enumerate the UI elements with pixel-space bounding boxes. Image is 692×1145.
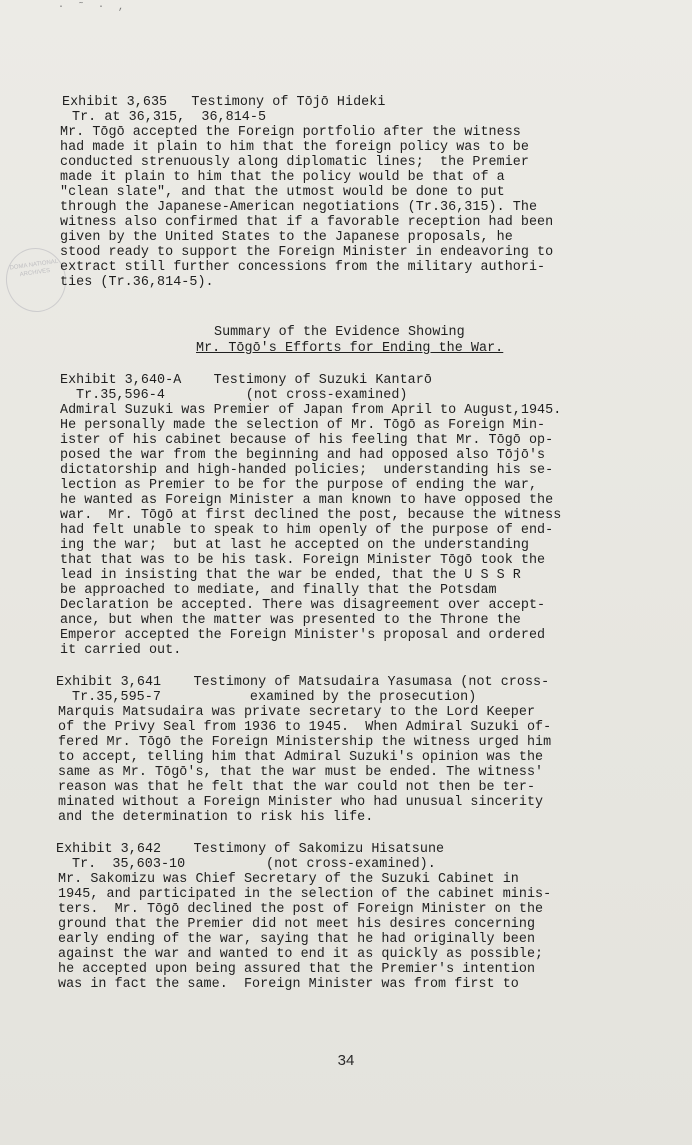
body-line: Marquis Matsudaira was private secretary to the Lord Keeper: [58, 705, 536, 720]
body-line: reason was that he felt that the war could not then be ter-: [58, 780, 536, 795]
body-line: conducted strenuously along diplomatic lines; the Premier: [60, 155, 529, 170]
body-line: Mr. Tōgō accepted the Foreign portfolio after the witness: [60, 125, 521, 140]
exhibit-header: Exhibit 3,635 Testimony of Tōjō Hideki: [62, 95, 386, 110]
body-line: and the determination to risk his life.: [58, 810, 374, 825]
body-line: "clean slate", and that the utmost would be done to put: [60, 185, 505, 200]
body-line: lead in insisting that the war be ended, that the U S S R: [60, 568, 521, 583]
body-line: had made it plain to him that the foreign policy was to be: [60, 140, 529, 155]
body-line: Declaration be accepted. There was disagreement over accept-: [60, 598, 546, 613]
archive-stamp: DOMA NATIONAL ARCHIVES: [2, 244, 70, 316]
body-line: 1945, and participated in the selection of the cabinet minis-: [58, 887, 552, 902]
body-line: he accepted upon being assured that the Premier's intention: [58, 962, 536, 977]
body-line: minated without a Foreign Minister who had unusual sincerity: [58, 795, 544, 810]
body-line: ance, but when the matter was presented to the Throne the: [60, 613, 521, 628]
summary-title: Summary of the Evidence Showing: [214, 325, 465, 340]
body-line: made it plain to him that the policy would be that of a: [60, 170, 505, 185]
body-line: ister of his cabinet because of his feeling that Mr. Tōgō op-: [60, 433, 554, 448]
body-line: He personally made the selection of Mr. Tōgō as Foreign Min-: [60, 418, 546, 433]
body-line: same as Mr. Tōgō's, that the war must be ended. The witness': [58, 765, 544, 780]
body-line: Emperor accepted the Foreign Minister's proposal and ordered: [60, 628, 546, 643]
body-line: given by the United States to the Japanese proposals, he: [60, 230, 513, 245]
exhibit-header: Exhibit 3,640-A Testimony of Suzuki Kantarō: [60, 373, 432, 388]
summary-subtitle: Mr. Tōgō's Efforts for Ending the War.: [196, 341, 504, 356]
body-line: against the war and wanted to end it as quickly as possible;: [58, 947, 544, 962]
body-line: witness also confirmed that if a favorable reception had been: [60, 215, 554, 230]
body-line: extract still further concessions from the military authori-: [60, 260, 546, 275]
body-line: he wanted as Foreign Minister a man known to have opposed the: [60, 493, 554, 508]
body-line: to accept, telling him that Admiral Suzuki's opinion was the: [58, 750, 544, 765]
body-line: through the Japanese-American negotiations (Tr.36,315). The: [60, 200, 538, 215]
body-line: stood ready to support the Foreign Minister in endeavoring to: [60, 245, 554, 260]
transcript-ref: Tr. at 36,315, 36,814-5: [72, 110, 267, 125]
body-line: Mr. Sakomizu was Chief Secretary of the Suzuki Cabinet in: [58, 872, 519, 887]
page-number: 34: [337, 1052, 355, 1069]
body-line: ters. Mr. Tōgō declined the post of Foreign Minister on the: [58, 902, 544, 917]
transcript-ref: Tr.35,595-7 examined by the prosecution): [72, 690, 477, 705]
body-line: had felt unable to speak to him openly of the purpose of end-: [60, 523, 554, 538]
body-line: it carried out.: [60, 643, 182, 658]
body-line: fered Mr. Tōgō the Foreign Ministership the witness urged him: [58, 735, 552, 750]
body-line: be approached to mediate, and finally that the Potsdam: [60, 583, 497, 598]
transcript-ref: Tr. 35,603-10 (not cross-examined).: [72, 857, 436, 872]
body-line: Admiral Suzuki was Premier of Japan from April to August,1945.: [60, 403, 562, 418]
exhibit-header: Exhibit 3,641 Testimony of Matsudaira Yasumasa (not cross-: [56, 675, 550, 690]
body-line: posed the war from the beginning and had opposed also Tōjō's: [60, 448, 546, 463]
body-line: of the Privy Seal from 1936 to 1945. When Admiral Suzuki of-: [58, 720, 552, 735]
body-line: was in fact the same. Foreign Minister was from first to: [58, 977, 519, 992]
body-line: ing the war; but at last he accepted on the understanding: [60, 538, 529, 553]
body-line: war. Mr. Tōgō at first declined the post, because the witness: [60, 508, 562, 523]
body-line: lection as Premier to be for the purpose of ending the war,: [60, 478, 538, 493]
body-line: ties (Tr.36,814-5).: [60, 275, 214, 290]
body-line: early ending of the war, saying that he had originally been: [58, 932, 536, 947]
transcript-ref: Tr.35,596-4 (not cross-examined): [76, 388, 408, 403]
top-smudge-marks: · ˜ · ,: [58, 2, 129, 13]
exhibit-header: Exhibit 3,642 Testimony of Sakomizu Hisatsune: [56, 842, 445, 857]
body-line: that that was to be his task. Foreign Minister Tōgō took the: [60, 553, 546, 568]
body-line: ground that the Premier did not meet his desires concerning: [58, 917, 536, 932]
body-line: dictatorship and high-handed policies; understanding his se-: [60, 463, 554, 478]
